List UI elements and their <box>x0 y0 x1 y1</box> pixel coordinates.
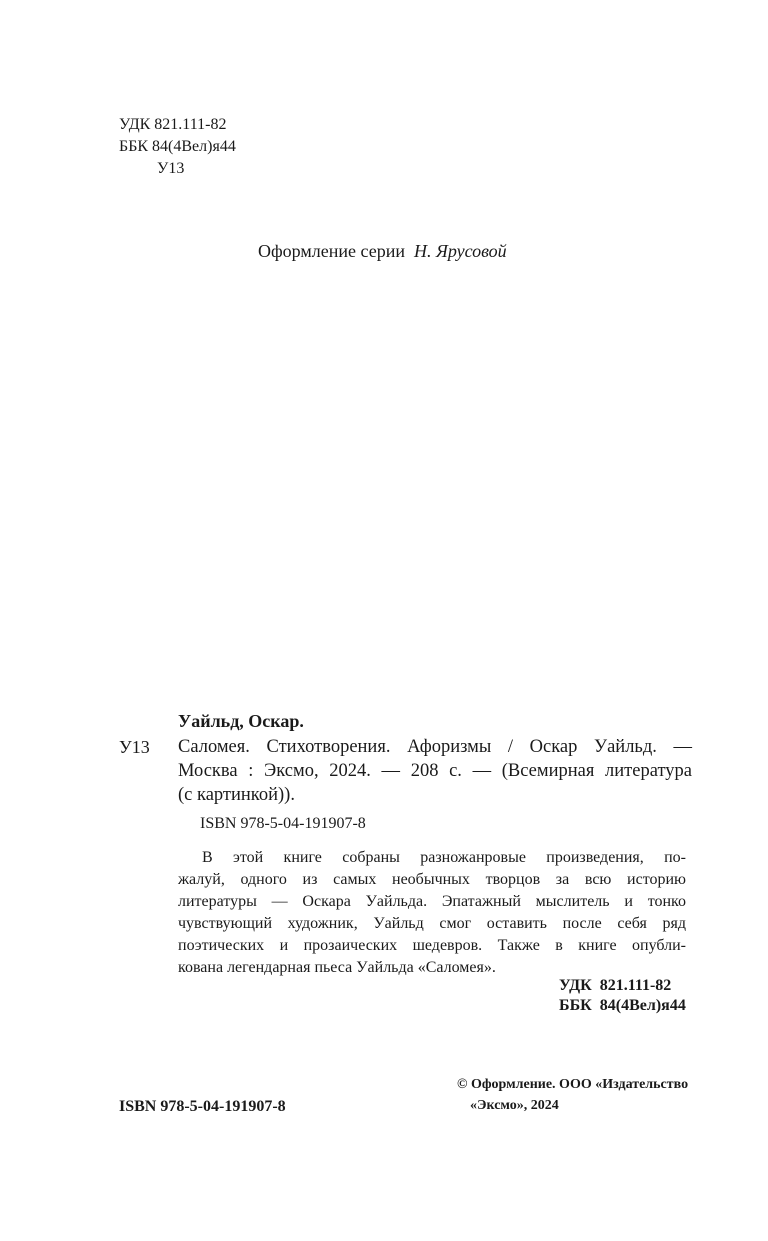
annotation-line: литературы — Оскара Уайльда. Эпатажный мыслитель и тонко <box>178 893 686 910</box>
author-mark-top: У13 <box>157 160 185 177</box>
description-line: Москва : Эксмо, 2024. — 208 с. — (Всемирная литература <box>178 761 692 781</box>
description-line: (с картинкой)). <box>178 785 295 805</box>
author-heading: Уайльд, Оскар. <box>178 711 304 731</box>
footer-isbn: ISBN 978-5-04-191907-8 <box>119 1098 286 1115</box>
udk-code-bottom: УДК 821.111-82 <box>559 977 672 994</box>
record-isbn: ISBN 978-5-04-191907-8 <box>200 815 366 832</box>
bottom-classification-codes <box>559 976 686 1016</box>
annotation-line: жалуй, одного из самых необычных творцов за всю историю <box>178 871 686 888</box>
copyright-line: «Эксмо», 2024 <box>470 1098 559 1113</box>
annotation-line: поэтических и прозаических шедевров. Также в книге опубли- <box>178 937 686 954</box>
udk-code-top: УДК 821.111-82 <box>119 116 227 133</box>
copyright-notice <box>457 1074 688 1116</box>
bbk-code-top: ББК 84(4Вел)я44 <box>119 138 236 155</box>
series-designer-name: Н. Ярусовой <box>413 241 507 261</box>
annotation <box>178 847 686 979</box>
annotation-line: кована легендарная пьеса Уайльда «Саломея». <box>178 959 496 976</box>
description-line: Саломея. Стихотворения. Афоризмы / Оскар Уайльд. — <box>178 737 692 757</box>
annotation-line: чувствующий художник, Уайльд смог оставить после себя ряд <box>178 915 686 932</box>
series-design-label: Оформление серии <box>258 241 405 261</box>
bibliographic-description <box>178 735 692 807</box>
series-design-credit <box>258 241 507 262</box>
bbk-code-bottom: ББК 84(4Вел)я44 <box>559 997 686 1014</box>
annotation-line: В этой книге собраны разножанровые произведения, по- <box>202 849 686 866</box>
top-classification-codes <box>119 114 236 180</box>
author-mark: У13 <box>119 737 150 757</box>
copyright-line: © Оформление. ООО «Издательство <box>457 1077 689 1092</box>
